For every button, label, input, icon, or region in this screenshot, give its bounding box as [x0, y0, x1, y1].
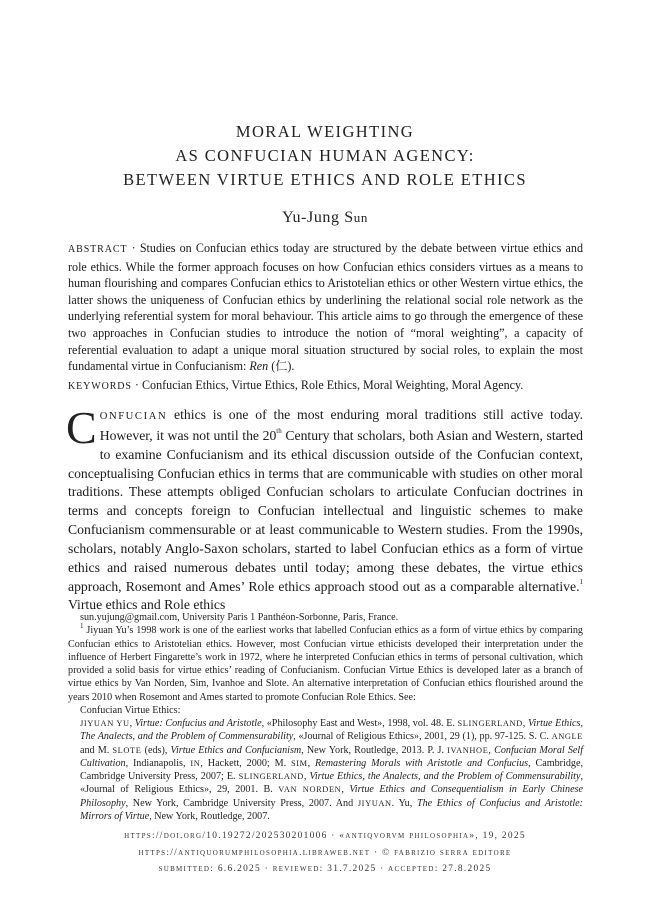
- reference-author: ANGLE: [551, 732, 583, 742]
- reference-text: ,: [488, 744, 495, 756]
- reference-author: SIM: [290, 758, 308, 768]
- reference-text: ,: [129, 718, 135, 729]
- author-name: [0, 209, 650, 227]
- reference-title: Remastering Morals with Aristotle and Confucius: [315, 757, 529, 769]
- author-first-name: Yu-Jung: [282, 209, 345, 226]
- ordinal-superscript: th: [276, 427, 282, 436]
- reference-text: (eds),: [141, 744, 171, 756]
- reference-title: Virtue Ethics and Confucianism: [170, 744, 302, 756]
- keywords-separator: ·: [131, 378, 142, 392]
- body-text-1: ethics is one of the most enduring moral traditions still active today. However, it was not until the 20: [99, 407, 583, 443]
- abstract-ren: Ren: [249, 359, 269, 374]
- reference-title: Virtue Ethics, The Analects, and the Problem of Commensurability: [80, 718, 583, 743]
- reference-text: , «Philosophy East and West», 1998, vol. 48. E.: [261, 718, 458, 729]
- footnote-references: [68, 717, 583, 823]
- keywords: [68, 377, 583, 396]
- author-last-rest: un: [353, 210, 368, 225]
- author-last-initial: S: [344, 209, 354, 226]
- reference-title: Confucian Moral Self Cultivation: [80, 744, 584, 769]
- reference-text: , Hackett, 2000; M.: [200, 757, 291, 769]
- reference-author: IVANHOE: [447, 745, 489, 755]
- page-footer: [0, 828, 650, 878]
- footnote-1-text: Jiyuan Yu’s 1998 work is one of the earliest works that labelled Confucian ethics as a form of virtue ethics by comparing Confucian ethics to Aristotelian ethics. However, most Confucian virtue ethicists developed their interpretation under the influence of Herbert Fingarette’s work in 1972, where he interpreted Confucian ethics in terms of personal cultivation, which provided a solid basis for virtue ethics’ reading of Confucianism. Confucian Virtue Ethics is developed later as a branch of virtue ethics by Van Norden, Sim, Ivanhoe and Slote. An alternative interpretation of Confucian ethics flourished around the years 2010 when Rosemont and Ames started to promote Confucian Role Ethics. See:: [68, 625, 583, 703]
- abstract: [68, 240, 583, 375]
- reference-text: , Cambridge, Cambridge University Press, 2007; E.: [80, 757, 583, 782]
- drop-cap: C: [66, 402, 97, 453]
- reference-text: , Indianapolis,: [125, 757, 191, 769]
- keywords-text: Confucian Ethics, Virtue Ethics, Role Ethics, Moral Weighting, Moral Agency.: [141, 378, 524, 392]
- reference-text: . Yu,: [391, 797, 417, 809]
- body-text-2: Century that scholars, both Asian and Western, started to examine Confucianism and its ethical discussion outside of the Confucian context, conceptualising Confucian ethics in terms that are communicable with studies on other moral traditions. These attempts obliged Confucian scholars to articulate Confucian doctrines in terms and concepts foreign to Confucian intellectual and linguistic schemes to make Confucianism commensurable or at least communicable to Western studies. From the 1990s, scholars, notably Anglo-Saxon scholars, started to label Confucian ethics as a form of virtue ethics and raised numerous debates until today; among these debates, the virtue ethics approach, Rosemont and Ames’ Role ethics approach stood out as a comparable alternative.: [68, 427, 583, 594]
- reference-text: , «Journal of Religious Ethics», 2001, 29 (1), pp. 97-125. S. C.: [293, 731, 552, 743]
- reference-text: ,: [341, 784, 350, 796]
- article-title-line-2: AS CONFUCIAN HUMAN AGENCY:: [175, 146, 475, 165]
- body-lead-smallcaps: ONFUCIAN: [99, 411, 168, 422]
- reference-text: , «Journal of Religious Ethics», 29, 2001. B.: [80, 771, 584, 796]
- abstract-separator: ·: [127, 241, 140, 255]
- reference-text: , New York, Routledge, 2013. P. J.: [301, 744, 448, 756]
- reference-title: Virtue: Confucius and Aristotle: [134, 718, 262, 729]
- keywords-label: KEYWORDS: [68, 381, 132, 392]
- author-affiliation: sun.yujung@gmail.com, University Paris 1 Panthéon-Sorbonne, Paris, France.: [80, 612, 399, 623]
- footnote-1-mark: 1: [80, 621, 84, 630]
- article-title-line-1: MORAL WEIGHTING: [235, 122, 415, 141]
- reference-text: and M.: [80, 744, 113, 756]
- footnotes: [68, 611, 583, 823]
- footer-dates-line: submitted: 6.6.2025 · reviewed: 31.7.2025 · accepted: 27.8.2025: [158, 864, 492, 874]
- reference-text: , New York, Routledge, 2007.: [149, 810, 270, 822]
- article-header: [0, 120, 650, 227]
- reference-author: SLOTE: [112, 745, 142, 755]
- reference-text: , New York, Cambridge University Press, 2007. And: [125, 797, 358, 809]
- reference-title: Virtue Ethics, the Analects, and the Problem of Commensurability: [309, 771, 581, 782]
- body-text-3: Virtue ethics and Role ethics: [68, 597, 226, 613]
- reference-text: ,: [307, 757, 316, 769]
- abstract-text: Studies on Confucian ethics today are structured by the debate between virtue ethics and role ethics. While the former approach focuses on how Confucian ethics considers virtues as a means to human flourishing and compares Confucian ethics to Aristotelian ethics or other Western virtue ethics, the latter shows the uniqueness of Confucian ethics by underlining the relational social role network as the underlying referential system for moral behaviour. This article aims to go through the emergence of these two approaches in Confucian studies to introduce the notion of “moral weighting”, a capacity of referential evaluation to adapt a unique moral situation structured by social roles, to explain the most fundamental virtue in Confucianism:: [68, 241, 584, 374]
- reference-title: Virtue Ethics and Consequentialism in Early Chinese Philosophy: [80, 784, 583, 809]
- reference-author: JIYUAN YU: [80, 719, 130, 728]
- reference-author: JIYUAN: [357, 798, 392, 808]
- reference-text: ,: [522, 718, 528, 729]
- abstract-ren-char: (仁).: [268, 359, 295, 374]
- footnote-subheading: Confucian Virtue Ethics:: [80, 704, 181, 716]
- article-title-line-3: BETWEEN VIRTUE ETHICS AND ROLE ETHICS: [123, 170, 527, 189]
- footer-website-line[interactable]: https://antiquorumphilosophia.libraweb.net · © fabrizio serra editore: [138, 847, 512, 858]
- reference-author: IN: [190, 758, 201, 768]
- reference-author: SLINGERLAND: [238, 772, 304, 781]
- footnote-1: [68, 621, 583, 704]
- reference-author: VAN NORDEN: [278, 785, 342, 795]
- footnote-ref-1[interactable]: 1: [579, 578, 583, 587]
- reference-title: The Ethics of Confucius and Aristotle: Mirrors of Virtue: [80, 797, 583, 822]
- reference-text: ,: [303, 771, 310, 782]
- body-paragraph: [66, 402, 583, 615]
- abstract-label: ABSTRACT: [68, 244, 128, 255]
- reference-author: SLINGERLAND: [457, 719, 523, 728]
- footer-doi-line[interactable]: https://doi.org/10.19272/202530201006 · «antiqvorvm philosophia», 19, 2025: [124, 831, 526, 841]
